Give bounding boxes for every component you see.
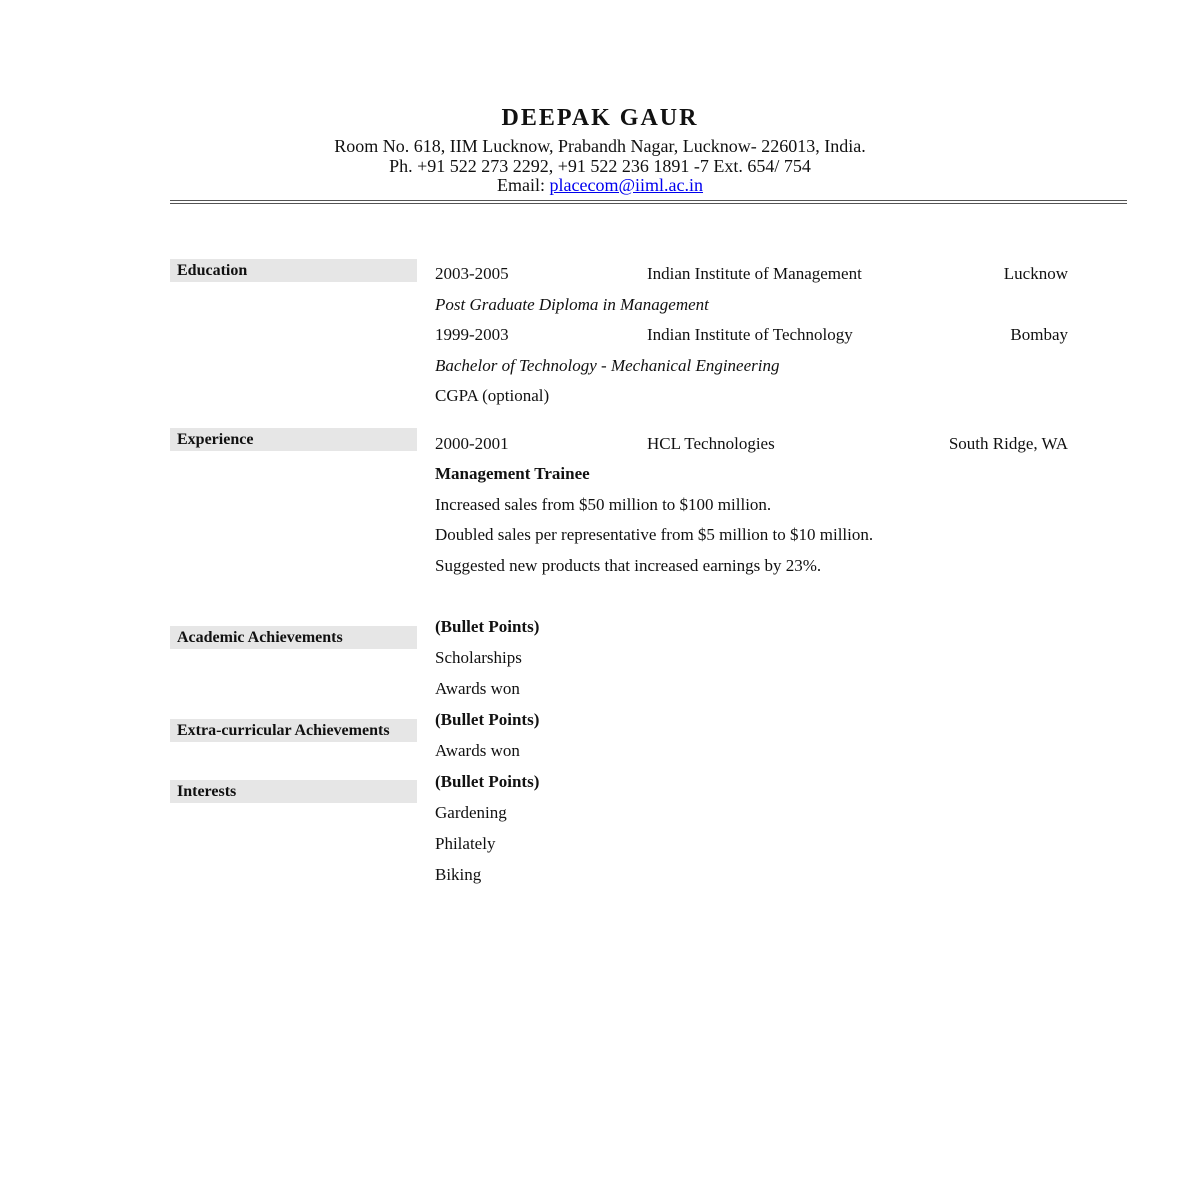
resume-body xyxy=(435,259,1128,890)
header-divider xyxy=(170,200,1127,204)
contact-phone: Ph. +91 522 273 2292, +91 522 236 1891 -7 Ext. 654/ 754 xyxy=(389,155,811,176)
contact-email-line xyxy=(0,176,1200,196)
exp-job-title: Management Trainee xyxy=(435,464,590,483)
email-label: Email: xyxy=(496,175,550,195)
edu-period-2: 1999-2003 xyxy=(435,325,509,344)
extracurricular-item-1: Awards won xyxy=(435,741,520,760)
edu-degree-1: Post Graduate Diploma in Management xyxy=(435,294,709,314)
resume-header xyxy=(0,104,1200,196)
candidate-name: DEEPAK GAUR xyxy=(501,105,699,131)
exp-bullet-2: Doubled sales per representative from $5 million to $10 million. xyxy=(435,525,874,544)
edu-location-2: Bombay xyxy=(1010,325,1068,344)
exp-bullet-1: Increased sales from $50 million to $100 million. xyxy=(435,494,772,514)
edu-degree-2: Bachelor of Technology - Mechanical Engineering xyxy=(435,355,780,375)
edu-location-1: Lucknow xyxy=(1003,264,1068,283)
edu-period-1: 2003-2005 xyxy=(435,264,509,283)
section-label-interests: Interests xyxy=(170,780,417,803)
interest-item-2: Philately xyxy=(435,834,496,853)
academic-item-1: Scholarships xyxy=(435,648,522,667)
interest-item-1: Gardening xyxy=(435,803,507,822)
education-entry-row xyxy=(435,259,1128,290)
section-label-extracurricular-achievements: Extra-curricular Achievements xyxy=(170,719,417,742)
experience-block xyxy=(435,429,1128,582)
exp-location: South Ridge, WA xyxy=(948,433,1068,453)
section-label-academic-achievements: Academic Achievements xyxy=(170,626,417,649)
section-label-education: Education xyxy=(170,259,417,282)
contact-address: Room No. 618, IIM Lucknow, Prabandh Nagar, Lucknow- 226013, India. xyxy=(334,136,866,156)
email-link[interactable]: placecom@iiml.ac.in xyxy=(549,175,704,195)
section-label-experience: Experience xyxy=(170,428,417,451)
edu-institution-2: Indian Institute of Technology xyxy=(647,325,853,344)
exp-bullet-3: Suggested new products that increased earnings by 23%. xyxy=(435,555,822,575)
academic-item-2: Awards won xyxy=(435,679,520,698)
edu-institution-1: Indian Institute of Management xyxy=(647,264,862,283)
exp-period: 2000-2001 xyxy=(435,433,509,453)
edu-cgpa-note: CGPA (optional) xyxy=(435,386,550,405)
interest-item-3: Biking xyxy=(435,865,482,884)
experience-entry-row xyxy=(435,429,1128,460)
exp-company: HCL Technologies xyxy=(647,433,775,453)
extracurricular-bullet-heading: (Bullet Points) xyxy=(435,710,540,729)
academic-bullet-heading: (Bullet Points) xyxy=(435,617,540,636)
achievements-block xyxy=(435,611,1128,890)
interests-bullet-heading: (Bullet Points) xyxy=(435,772,540,791)
education-entry-row xyxy=(435,320,1128,351)
education-block xyxy=(435,259,1128,412)
